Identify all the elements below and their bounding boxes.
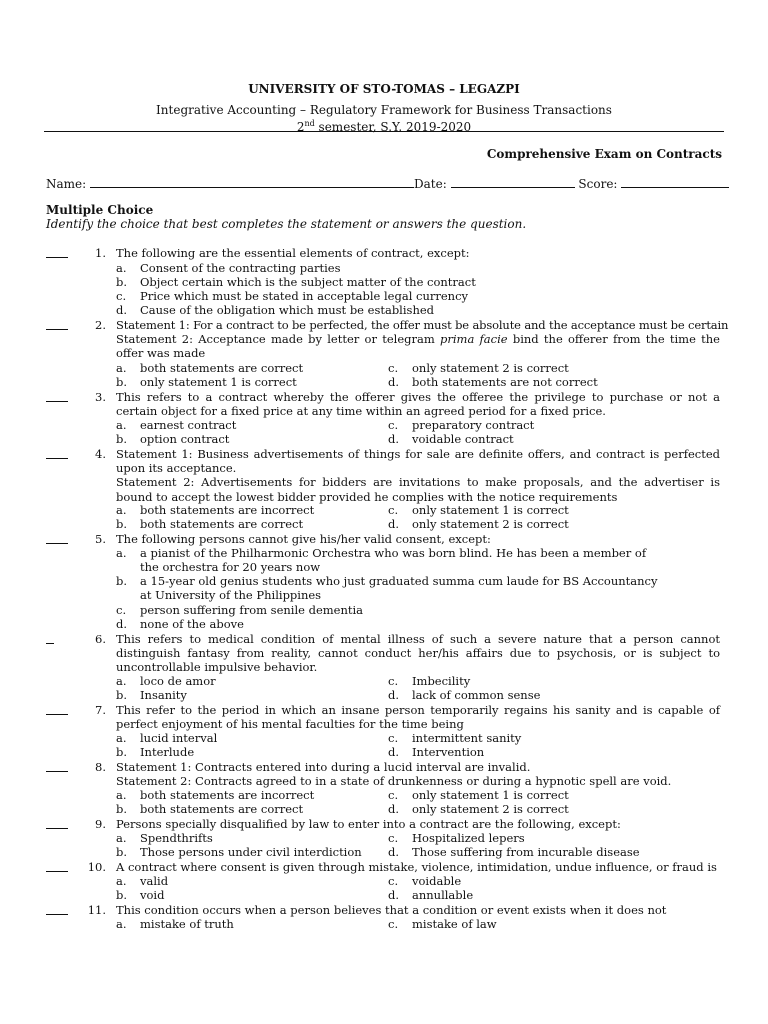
course-title: Integrative Accounting – Regulatory Framework for Business Transactions [156, 103, 612, 117]
option: b. void [116, 888, 165, 902]
option: b. a 15-year old genius students who just graduated summa cum laude for BS Accountancy at University of the Philippines [116, 574, 658, 603]
exam-page: UNIVERSITY OF STO-TOMAS – LEGAZPI Integrative Accounting – Regulatory Framework for Business Transactions 2nd semester, S.Y. 2019-2020 Comprehensive Exam on Contracts Name: Date: Score: Multiple Choice Identify the choice that best completes the statement or answers the question. 1. The following are the essential elements of contract, except: a. Consent of the contracting parties b. Object certain which is the subject matter of the contract c. Price which must be stated in acceptable legal currency d. Cause of the obligation which must be established 2. Statement 1: For a contract to be perfected, the offer must be absolute and the acceptance must be certain Statement 2: Acceptance made by letter or telegram prima facie bind the offerer from the time the offer was made a. both statements are correct c. only statement 2 is correct b. only statement 1 is correct d. both statements are not correct 3. This refers to a contract whereby the offerer gives the offeree the privilege to purchase or not a certain object for a fixed price at any time within an agreed period for a fixed price. a. earnest contract c. preparatory contract b. option contract d. voidable contract 4. Statement 1: Business advertisements of things for sale are definite offers, and contract is perfected upon its acceptance. Statement 2: Advertisements for bidders are invitations to make proposals, and the advertiser is bound to accept the lowest bidder provided he complies with the notice requirements a. both statements are incorrect c. only statement 1 is correct b. both statements are correct d. only statement 2 is correct 5. The following persons cannot give his/her valid consent, except: a. a pianist of the Philharmonic Orchestra who was born blind. He has been a member of the orchestra for 20 years now b. a 15-year old genius students who just graduated summa cum laude for BS Accountancy at University of the Philippines c. person suffering from senile dementia d. none of the above 6. This refers to medical condition of mental illness of such a severe nature that a person cannot distinguish fantasy from reality, cannot conduct her/his affairs due to psychosis, or is subject to uncontrollable impulsive behavior. a. loco de amor c. Imbecility b. Insanity d. lack of common sense 7. This refer to the period in which an insane person temporarily regains his sanity and is capable of perfect enjoyment of his mental faculties for the time being a. lucid interval c. intermittent sanity b. Interlude d. Intervention 8. Statement 1: Contracts entered into during a lucid interval are invalid. Statement 2: Contracts agreed to in a state of drunkenness or during a hypnotic spell are void. a. both statements are incorrect c. only statement 1 is correct b. both statements are correct d. only statement 2 is correct 9. Persons specially disqualified by law to enter into a contract are the following, except: a. Spendthrifts c. Hospitalized lepers b. Those persons under civil interdiction d. Those suffering from incurable disease 10. A contract where consent is given through mistake, violence, intimidation, undue influence, or fraud is a. valid c. voidable b. void d. annullable 11. This condition occurs when a person believes that a condition or event exists when it does not a. mistake of truth c. mistake of law [0, 0, 768, 1024]
option: a. mistake of truth [116, 917, 234, 931]
option: b. only statement 1 is correct [116, 375, 297, 389]
option: d. annullable [388, 888, 474, 902]
score-label: Score: [578, 177, 618, 191]
option: a. lucid interval [116, 731, 218, 745]
date-field[interactable] [451, 177, 575, 188]
option: d. Cause of the obligation which must be established [116, 303, 435, 317]
option: a. both statements are incorrect [116, 788, 315, 802]
option: c. person suffering from senile dementia [116, 603, 364, 617]
option: a. both statements are incorrect [116, 503, 315, 517]
option: a. a pianist of the Philharmonic Orchestra who was born blind. He has been a member of the orchestra for 20 years now [116, 546, 647, 575]
answer-blank[interactable] [46, 532, 68, 544]
option: c. Imbecility [388, 674, 471, 688]
option: c. voidable [388, 874, 462, 888]
option: d. lack of common sense [388, 688, 541, 702]
answer-blank[interactable] [46, 632, 54, 644]
name-label: Name: [46, 177, 87, 191]
option: a. both statements are correct [116, 361, 304, 375]
answer-blank[interactable] [46, 703, 68, 715]
university-title: UNIVERSITY OF STO-TOMAS – LEGAZPI [248, 82, 520, 96]
option: c. only statement 1 is correct [388, 503, 569, 517]
option: b. Interlude [116, 745, 195, 759]
option: c. intermittent sanity [388, 731, 522, 745]
option: b. both statements are correct [116, 517, 304, 531]
option: a. valid [116, 874, 169, 888]
option: b. option contract [116, 432, 230, 446]
answer-blank[interactable] [46, 447, 68, 459]
section-instructions: Identify the choice that best completes the statement or answers the question. [46, 217, 527, 231]
option: a. loco de amor [116, 674, 216, 688]
option: d. Those suffering from incurable disease [388, 845, 640, 859]
option: d. none of the above [116, 617, 244, 631]
option: c. only statement 1 is correct [388, 788, 569, 802]
name-field[interactable] [90, 177, 414, 188]
option: b. Insanity [116, 688, 187, 702]
option: d. both statements are not correct [388, 375, 598, 389]
date-label: Date: [414, 177, 447, 191]
option: c. mistake of law [388, 917, 497, 931]
answer-blank[interactable] [46, 318, 68, 330]
answer-blank[interactable] [46, 860, 68, 872]
option: c. only statement 2 is correct [388, 361, 569, 375]
option: d. voidable contract [388, 432, 514, 446]
option: a. Spendthrifts [116, 831, 213, 845]
option: d. only statement 2 is correct [388, 802, 569, 816]
option: d. Intervention [388, 745, 485, 759]
option: a. earnest contract [116, 418, 237, 432]
answer-blank[interactable] [46, 817, 68, 829]
answer-blank[interactable] [46, 390, 68, 402]
option: b. Object certain which is the subject matter of the contract [116, 275, 476, 289]
option: c. Price which must be stated in acceptable legal currency [116, 289, 469, 303]
option: b. Those persons under civil interdiction [116, 845, 362, 859]
exam-title: Comprehensive Exam on Contracts [486, 147, 722, 161]
header-rule [44, 131, 724, 132]
option: b. both statements are correct [116, 802, 304, 816]
answer-blank[interactable] [46, 246, 68, 258]
option: c. Hospitalized lepers [388, 831, 525, 845]
option: c. preparatory contract [388, 418, 535, 432]
score-field[interactable] [621, 177, 729, 188]
student-info-line [46, 177, 729, 191]
option: d. only statement 2 is correct [388, 517, 569, 531]
answer-blank[interactable] [46, 760, 68, 772]
option: a. Consent of the contracting parties [116, 261, 341, 275]
answer-blank[interactable] [46, 903, 68, 915]
section-title: Multiple Choice [46, 203, 154, 217]
semester-line: 2nd semester, S.Y. 2019-2020 [296, 119, 472, 134]
